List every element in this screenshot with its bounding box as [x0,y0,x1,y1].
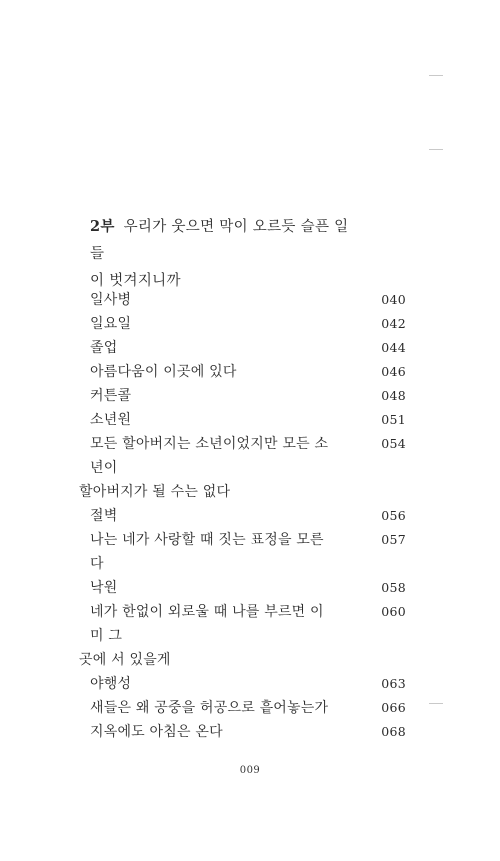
toc-entry-title: 일사병 [90,292,132,308]
toc-entry-title: 절벽 [90,508,118,524]
toc-entry[interactable] [90,312,406,336]
toc-entry[interactable] [79,432,406,504]
part-title-line1: 우리가 웃으면 막이 오르듯 슬픈 일들 [90,219,349,262]
toc-entry[interactable] [79,600,406,672]
edge-tick-mark [429,703,443,704]
part-number: 2부 [90,218,115,235]
toc-entry-page: 060 [381,604,406,619]
toc-entry[interactable] [90,504,406,528]
edge-tick-mark [429,75,443,76]
toc-entry-title: 아름다움이 이곳에 있다 [90,364,237,380]
toc-entry-title [79,600,406,672]
toc-entry-title: 나는 네가 사랑할 때 짓는 표정을 모른다 [90,532,324,572]
toc-entry-page: 044 [381,340,406,355]
toc-entry[interactable] [90,336,406,360]
toc-entry-page: 046 [381,364,406,379]
toc-entry-page: 056 [381,508,406,523]
toc-entry-title: 야행성 [90,676,132,692]
toc-entry-title-line2: 할아버지가 될 수는 없다 [79,484,231,500]
toc-entry-page: 068 [381,724,406,739]
toc-entry-page: 040 [381,292,406,307]
toc-entry[interactable] [90,696,406,720]
toc-entry-title: 일요일 [90,316,132,332]
toc-entry-title: 졸업 [90,340,118,356]
part-heading [90,213,362,295]
toc-entry-page: 058 [381,580,406,595]
edge-tick-mark [429,149,443,150]
toc-entry-title-line1: 네가 한없이 외로울 때 나를 부르면 이미 그 [90,604,324,644]
toc-entry[interactable] [90,720,406,744]
toc-entry-page: 042 [381,316,406,331]
toc-entry-page: 054 [381,436,406,451]
toc-entry-title-line2: 곳에 서 있을게 [79,652,171,668]
toc-entry-page: 063 [381,676,406,691]
toc-entry-title: 새들은 왜 공중을 허공으로 흩어놓는가 [90,700,329,716]
part-title-line2: 이 벗겨지니까 [90,273,181,289]
toc-entry[interactable] [90,672,406,696]
table-of-contents [79,288,406,744]
toc-entry-title: 낙원 [90,580,118,596]
toc-entry-title [79,432,406,504]
toc-entry-title-line1: 모든 할아버지는 소년이었지만 모든 소년이 [90,436,329,476]
toc-entry[interactable] [90,384,406,408]
toc-entry-page: 048 [381,388,406,403]
toc-entry[interactable] [90,408,406,432]
toc-entry[interactable] [90,576,406,600]
toc-entry[interactable] [90,288,406,312]
toc-entry[interactable] [90,528,406,576]
toc-entry[interactable] [90,360,406,384]
toc-entry-page: 051 [381,412,406,427]
toc-entry-page: 057 [381,532,406,547]
toc-entry-title: 커튼콜 [90,388,132,404]
toc-entry-title: 소년원 [90,412,132,428]
toc-entry-page: 066 [381,700,406,715]
toc-entry-title: 지옥에도 아침은 온다 [90,724,223,740]
page-number: 009 [239,765,261,776]
